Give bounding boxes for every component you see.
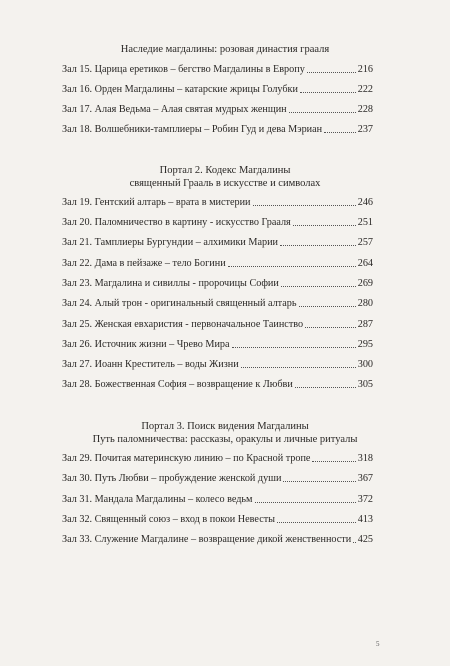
leader-dots (289, 112, 356, 113)
toc-entry (62, 236, 373, 249)
entry-title: Зал 27. Иоанн Креститель – воды Жизни (62, 359, 239, 370)
toc-entry (62, 493, 373, 506)
toc-entry (62, 472, 373, 485)
entry-page: 246 (357, 197, 373, 208)
entry-page: 372 (357, 494, 373, 505)
entry-title: Зал 15. Царица еретиков – бегство Магдалины в Европу (62, 64, 305, 75)
toc-entry (62, 123, 373, 136)
leader-dots (232, 347, 356, 348)
entry-page: 305 (357, 379, 373, 390)
section-subheading: священный Грааль в искусстве и символах (129, 178, 321, 189)
entry-page: 318 (357, 453, 373, 464)
leader-dots (312, 461, 355, 462)
entry-page: 251 (357, 217, 373, 228)
entry-title: Зал 33. Служение Магдалине – возвращение дикой женственности (62, 534, 352, 545)
leader-dots (307, 72, 356, 73)
entry-page: 269 (357, 278, 373, 289)
entry-page: 367 (357, 473, 373, 484)
entry-page: 228 (357, 104, 373, 115)
toc-entry (62, 533, 373, 546)
toc-entry (62, 358, 373, 371)
entry-title: Зал 23. Магдалина и сивиллы - пророчицы Софии (62, 278, 279, 289)
leader-dots (353, 542, 356, 543)
section-heading: Портал 3. Поиск видения Магдалины (141, 421, 309, 432)
toc-entry (62, 452, 373, 465)
section-heading: Портал 2. Кодекс Магдалины (159, 165, 291, 176)
section-heading: Наследие магдалины: розовая династия грааля (120, 44, 330, 55)
entry-page: 257 (357, 237, 373, 248)
leader-dots (281, 286, 356, 287)
leader-dots (241, 367, 356, 368)
section-subheading: Путь паломничества: рассказы, оракулы и личные ритуалы (92, 434, 358, 445)
entry-page: 295 (357, 339, 373, 350)
toc-entry (62, 63, 373, 76)
entry-page: 425 (357, 534, 373, 545)
entry-title: Зал 18. Волшебники-тамплиеры – Робин Гуд и дева Мэриан (62, 124, 323, 135)
entry-title: Зал 17. Алая Ведьма – Алая святая мудрых женщин (62, 104, 287, 115)
entry-page: 222 (357, 84, 373, 95)
toc-entry (62, 103, 373, 116)
entry-page: 264 (357, 258, 373, 269)
page-number: 5 (376, 640, 380, 648)
toc-entry (62, 297, 373, 310)
toc-entry (62, 216, 373, 229)
leader-dots (293, 225, 356, 226)
entry-page: 237 (357, 124, 373, 135)
entry-title: Зал 30. Путь Любви – пробуждение женской души (62, 473, 282, 484)
entry-page: 413 (357, 514, 373, 525)
leader-dots (280, 245, 356, 246)
leader-dots (277, 522, 356, 523)
entry-title: Зал 19. Гентский алтарь – врата в мистерии (62, 197, 251, 208)
toc-entry (62, 83, 373, 96)
entry-title: Зал 32. Священный союз – вход в покои Невесты (62, 514, 276, 525)
entry-page: 216 (357, 64, 373, 75)
leader-dots (295, 387, 356, 388)
entry-title: Зал 26. Источник жизни – Чрево Мира (62, 339, 230, 350)
leader-dots (299, 306, 356, 307)
entry-title: Зал 16. Орден Магдалины – катарские жрицы Голубки (62, 84, 298, 95)
toc-entry (62, 513, 373, 526)
entry-title: Зал 20. Паломничество в картину - искусство Грааля (62, 217, 291, 228)
leader-dots (255, 502, 356, 503)
toc-entry (62, 318, 373, 331)
leader-dots (305, 327, 356, 328)
toc-entry (62, 338, 373, 351)
entry-page: 287 (357, 319, 373, 330)
entry-title: Зал 24. Алый трон - оригинальный священный алтарь (62, 298, 297, 309)
entry-title: Зал 29. Почитая материнскую линию – по Красной тропе (62, 453, 311, 464)
toc-entry (62, 277, 373, 290)
leader-dots (283, 481, 355, 482)
entry-page: 280 (357, 298, 373, 309)
entry-title: Зал 21. Тамплиеры Бургундии – алхимики Марии (62, 237, 279, 248)
leader-dots (300, 92, 356, 93)
leader-dots (324, 132, 356, 133)
toc-entry (62, 257, 373, 270)
entry-title: Зал 31. Мандала Магдалины – колесо ведьм (62, 494, 253, 505)
toc-entry (62, 378, 373, 391)
leader-dots (253, 205, 356, 206)
entry-title: Зал 28. Божественная София – возвращение к Любви (62, 379, 293, 390)
entry-title: Зал 22. Дама в пейзаже – тело Богини (62, 258, 226, 269)
entry-page: 300 (357, 359, 373, 370)
entry-title: Зал 25. Женская евхаристия - первоначальное Таинство (62, 319, 304, 330)
toc-entry (62, 196, 373, 209)
leader-dots (228, 266, 356, 267)
